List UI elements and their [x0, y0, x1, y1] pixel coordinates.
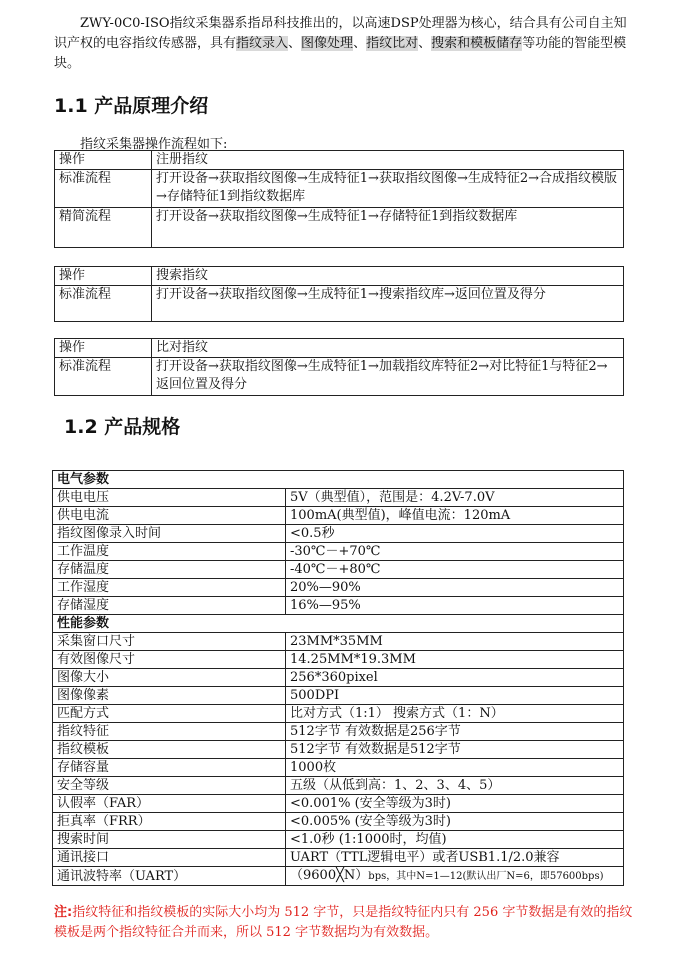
spec-key-cell: 指纹特征	[53, 723, 286, 741]
table-row	[53, 489, 624, 507]
flow-label-cell: 标准流程	[55, 170, 152, 208]
flow-steps-cell: 打开设备→获取指纹图像→生成特征1→存储特征1到指纹数据库	[152, 208, 624, 248]
intro-sep-2: 、	[353, 36, 367, 51]
table-row	[53, 507, 624, 525]
flow-steps-cell: 打开设备→获取指纹图像→生成特征1→获取指纹图像→生成特征2→合成指纹模版→存储特征1到指纹数据库	[152, 170, 624, 208]
spec-key-cell: 供电电流	[53, 507, 286, 525]
section-heading-specs: 1.2 产品规格	[64, 416, 181, 438]
flow-header-cell: 注册指纹	[152, 151, 624, 170]
highlight-fingerprint-entry: 指纹录入	[236, 36, 289, 51]
note-text: 指纹特征和指纹模板的实际大小均为 512 字节，只是指纹特征内只有 256 字节数据是有效的指纹模板是两个指纹特征合并而来，所以 512 字节数据均为有效数据。	[54, 905, 633, 940]
table-row	[53, 741, 624, 759]
table-row	[53, 795, 624, 813]
spec-value-cell: 256*360pixel	[286, 669, 624, 687]
table-row	[55, 286, 624, 322]
spec-key-cell: 通讯波特率（UART）	[53, 867, 286, 886]
baud-main-text: （9600╳N）	[290, 868, 369, 883]
spec-key-cell: 通讯接口	[53, 849, 286, 867]
spec-value-cell: <0.001% (安全等级为3时)	[286, 795, 624, 813]
spec-value-cell: 512字节 有效数据是512字节	[286, 741, 624, 759]
table-row	[53, 669, 624, 687]
table-row	[53, 597, 624, 615]
spec-value-cell: 16%—95%	[286, 597, 624, 615]
spec-value-cell: <1.0秒 (1:1000时，均值)	[286, 831, 624, 849]
spec-key-cell: 存储温度	[53, 561, 286, 579]
flow-header-cell: 操作	[55, 339, 152, 358]
flow-table-compare	[54, 338, 624, 396]
table-row	[53, 651, 624, 669]
spec-value-cell: 14.25MM*19.3MM	[286, 651, 624, 669]
table-row	[53, 831, 624, 849]
spec-value-cell: 23MM*35MM	[286, 633, 624, 651]
baud-detail-text: bps，其中N=1—12(默认出厂N=6，即57600bps)	[368, 871, 604, 882]
highlight-search-storage: 搜索和模板储存	[431, 36, 523, 51]
spec-key-cell: 有效图像尺寸	[53, 651, 286, 669]
flow-header-cell: 操作	[55, 267, 152, 286]
table-row	[53, 633, 624, 651]
table-row	[53, 849, 624, 867]
flow-label-cell: 标准流程	[55, 358, 152, 396]
spec-key-cell: 安全等级	[53, 777, 286, 795]
spec-value-cell: <0.5秒	[286, 525, 624, 543]
spec-value-cell: <0.005% (安全等级为3时)	[286, 813, 624, 831]
spec-key-cell: 工作温度	[53, 543, 286, 561]
note-label: 注:	[54, 905, 73, 920]
table-row	[53, 687, 624, 705]
table-row	[53, 777, 624, 795]
flow-header-cell: 操作	[55, 151, 152, 170]
spec-key-cell: 匹配方式	[53, 705, 286, 723]
table-row	[53, 561, 624, 579]
intro-sep-3: 、	[418, 36, 432, 51]
flow-label-cell: 标准流程	[55, 286, 152, 322]
spec-value-cell: 五级（从低到高：1、2、3、4、5）	[286, 777, 624, 795]
spec-key-cell: 供电电压	[53, 489, 286, 507]
spec-value-cell: 1000枚	[286, 759, 624, 777]
flow-header-cell: 比对指纹	[152, 339, 624, 358]
intro-paragraph	[54, 14, 639, 74]
spec-key-cell: 拒真率（FRR）	[53, 813, 286, 831]
spec-key-cell: 存储湿度	[53, 597, 286, 615]
highlight-fingerprint-compare: 指纹比对	[366, 36, 419, 51]
spec-key-cell: 采集窗口尺寸	[53, 633, 286, 651]
spec-key-cell: 工作湿度	[53, 579, 286, 597]
section-heading-principle: 1.1 产品原理介绍	[54, 95, 209, 117]
spec-value-cell: -30℃－+70℃	[286, 543, 624, 561]
spec-section-title: 电气参数	[53, 471, 624, 489]
table-row	[55, 170, 624, 208]
spec-key-cell: 搜索时间	[53, 831, 286, 849]
flow-steps-cell: 打开设备→获取指纹图像→生成特征1→加载指纹库特征2→对比特征1与特征2→返回位置及得分	[152, 358, 624, 396]
table-row	[53, 723, 624, 741]
note-paragraph	[54, 903, 644, 943]
table-row	[53, 813, 624, 831]
flow-caption: 指纹采集器操作流程如下:	[80, 137, 228, 152]
intro-text-2: 等功能的智能型模块。	[54, 36, 627, 71]
table-row	[53, 579, 624, 597]
flow-header-cell: 搜索指纹	[152, 267, 624, 286]
table-row	[53, 543, 624, 561]
table-row	[55, 267, 624, 286]
table-row	[53, 759, 624, 777]
table-row	[55, 208, 624, 248]
spec-section-row	[53, 471, 624, 489]
spec-value-cell: 512字节 有效数据是256字节	[286, 723, 624, 741]
spec-section-row	[53, 615, 624, 633]
spec-value-cell: -40℃－+80℃	[286, 561, 624, 579]
spec-value-cell: 5V（典型值），范围是：4.2V-7.0V	[286, 489, 624, 507]
spec-key-cell: 图像像素	[53, 687, 286, 705]
table-row	[55, 358, 624, 396]
table-row	[53, 867, 624, 886]
spec-value-cell: 100mA(典型值)，峰值电流：120mA	[286, 507, 624, 525]
spec-key-cell: 图像大小	[53, 669, 286, 687]
spec-value-cell: 20%—90%	[286, 579, 624, 597]
intro-sep-1: 、	[288, 36, 302, 51]
spec-value-cell: UART（TTL逻辑电平）或者USB1.1/2.0兼容	[286, 849, 624, 867]
flow-table-register	[54, 150, 624, 248]
table-row	[55, 339, 624, 358]
spec-key-cell: 存储容量	[53, 759, 286, 777]
spec-value-cell: 比对方式（1:1） 搜索方式（1：N）	[286, 705, 624, 723]
spec-key-cell: 指纹图像录入时间	[53, 525, 286, 543]
flow-steps-cell: 打开设备→获取指纹图像→生成特征1→搜索指纹库→返回位置及得分	[152, 286, 624, 322]
intro-text-1: ZWY-0C0-ISO指纹采集器系指昂科技推出的，以高速DSP处理器为核心，结合具有公司自主知识产权的电容指纹传感器，具有	[54, 16, 627, 51]
highlight-image-processing: 图像处理	[301, 36, 354, 51]
table-row	[55, 151, 624, 170]
spec-value-cell	[286, 867, 624, 886]
flow-table-search	[54, 266, 624, 322]
table-row	[53, 525, 624, 543]
table-row	[53, 705, 624, 723]
flow-label-cell: 精简流程	[55, 208, 152, 248]
spec-table	[52, 470, 624, 886]
spec-value-cell: 500DPI	[286, 687, 624, 705]
spec-key-cell: 指纹模板	[53, 741, 286, 759]
spec-section-title: 性能参数	[53, 615, 624, 633]
spec-key-cell: 认假率（FAR）	[53, 795, 286, 813]
